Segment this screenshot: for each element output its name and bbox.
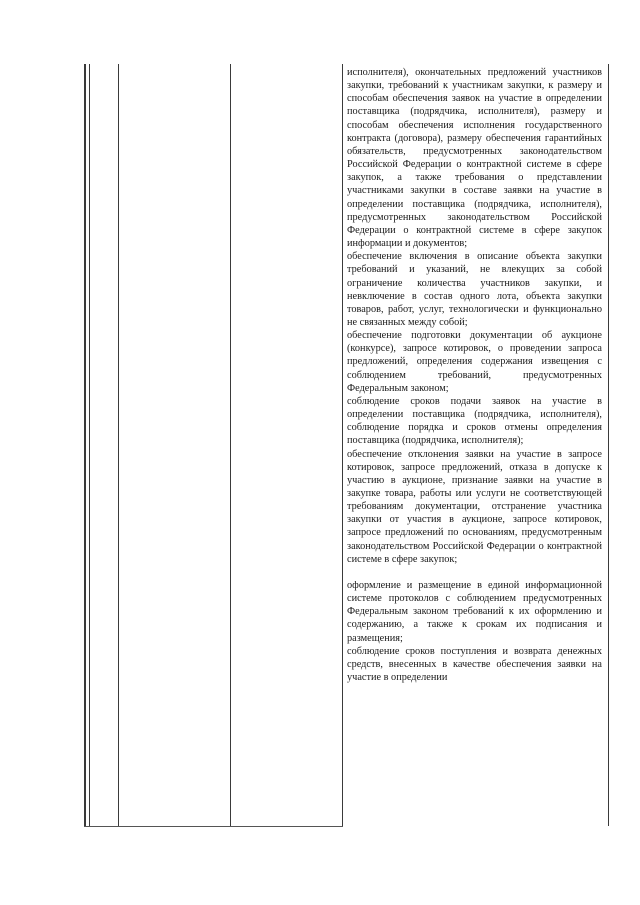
paragraph-4: соблюдение сроков подачи заявок на участие в определении поставщика (подрядчика, исполнителя), соблюдение порядка и сроков отмены определения поставщика (подрядчика, исполнителя); [347, 395, 602, 447]
table-bottom-edge-left [84, 826, 343, 827]
table-column-divider-3 [342, 64, 343, 826]
table-border-left-outer [84, 64, 86, 826]
paragraph-3: обеспечение подготовки документации об аукционе (конкурсе), запросе котировок, о проведении запроса предложений, определения содержания извещения с соблюдением требований, предусмотренных Федеральным законом; [347, 330, 602, 394]
table-border-right [608, 64, 609, 826]
paragraph-2: обеспечение включения в описание объекта закупки требований и указаний, не влекущих за собой ограничение количества участников закупки, и невключение в состав одного лота, объекта закупки товаров, работ, услуг, технологически и функционально не связанных между собой; [347, 251, 602, 328]
paragraph-7: соблюдение сроков поступления и возврата денежных средств, внесенных в качестве обеспечения заявки на участие в определении [347, 645, 602, 684]
paragraph-1: исполнителя), окончательных предложений участников закупки, требований к участникам закупки, к размеру и способам обеспечения заявок на участие в определении поставщика (подрядчика, исполнителя), размеру и способам обеспечения исполнения государственного контракта (договора), размеру обеспечения гарантийных обязательств, предусмотренных законодательством Российской Федерации о контрактной системе в сфере закупок, а также требования о представлении участниками закупки в составе заявки на участие в определении поставщика (подрядчика, исполнителя), предусмотренных законодательством Российской Федерации о контрактной системе в сфере закупок информации и документов; [347, 67, 602, 250]
table-border-left-inner [89, 64, 90, 826]
table-column-divider-2 [230, 64, 231, 826]
requirements-column [347, 66, 602, 684]
paragraph-5: обеспечение отклонения заявки на участие в запросе котировок, запросе предложений, отказа в допуске к участию в аукционе, признание заявки на участие в закупке товара, работы или услуги не соответствующей требованиям документации, отстранение участника закупки от участия в аукционе, запросе котировок, запросе предложений по основаниям, предусмотренным законодательством Российской Федерации о контрактной системе в сфере закупок; [347, 448, 602, 565]
table-column-divider-1 [118, 64, 119, 826]
paragraph-6: оформление и размещение в единой информационной системе протоколов с соблюдением предусмотренных Федеральным законом требований к их оформлению и содержанию, а также к срокам их подписания и размещения; [347, 579, 602, 644]
